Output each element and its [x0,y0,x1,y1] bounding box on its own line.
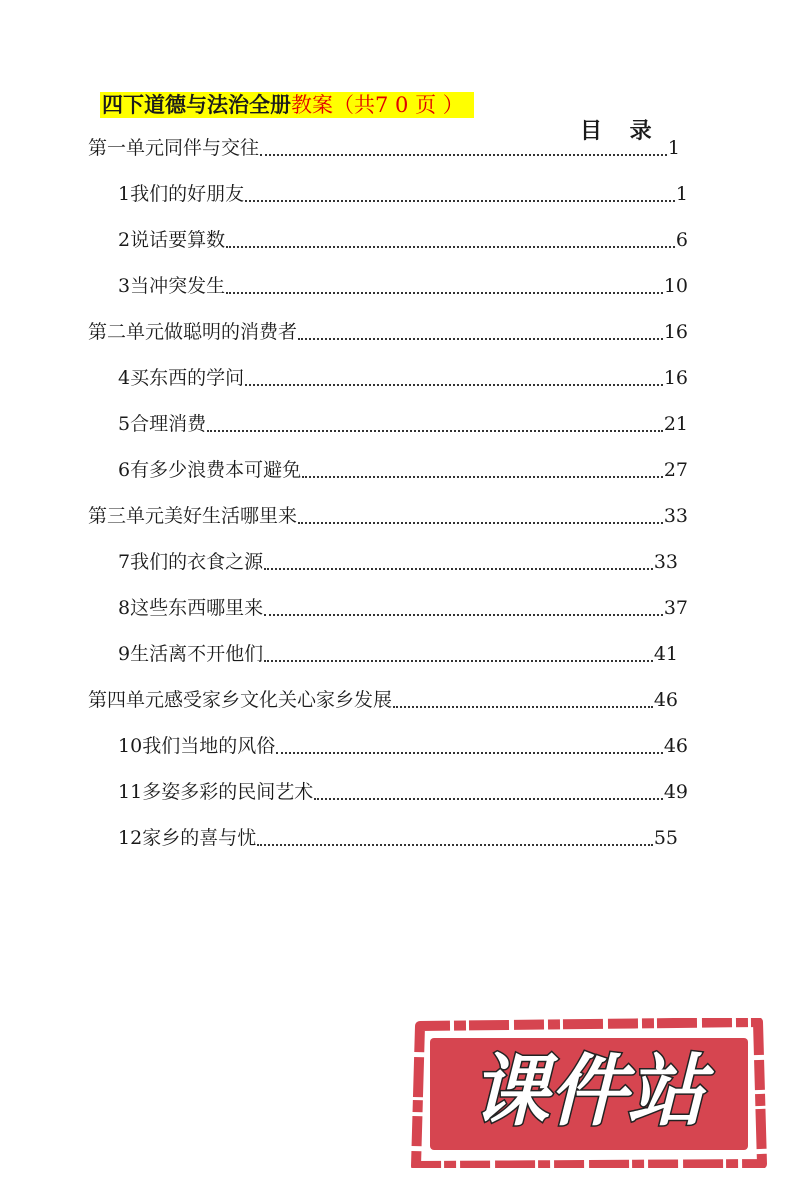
toc-entry-label [118,274,225,298]
toc-entry-text: 家乡的喜与忧 [142,827,257,849]
toc-entry-label [118,780,313,804]
toc-lesson-entry[interactable] [118,360,688,390]
toc-entry-text: 有多少浪费本可避免 [130,459,302,481]
toc-leader-dots [245,199,675,202]
toc-entry-label [118,642,263,666]
toc-entry-label [118,182,244,206]
toc-entry-number: 2 [118,229,131,251]
toc-heading: 目 录 [580,119,662,144]
toc-leader-dots [226,245,675,248]
toc-page-number: 55 [653,827,678,849]
toc-lesson-entry[interactable] [118,222,688,252]
toc-leader-dots [257,843,653,846]
toc-page-number: 21 [663,413,688,435]
toc-lesson-entry[interactable] [118,452,688,482]
toc-entry-number: 5 [118,413,131,435]
toc-unit-entry[interactable] [88,314,688,344]
toc-entry-text: 我们的好朋友 [130,183,245,205]
toc-lesson-entry[interactable] [118,820,678,850]
toc-entry-number: 8 [118,597,131,619]
toc-entry-number: 10 [118,735,143,757]
toc-entry-text: 这些东西哪里来 [130,597,264,619]
toc-entry-text: 第三单元美好生活哪里来 [88,505,298,527]
toc-leader-dots [260,153,667,156]
toc-entry-text: 当冲突发生 [130,275,226,297]
toc-page-number: 33 [653,551,678,573]
toc-page-number: 46 [663,735,688,757]
toc-page-number: 6 [675,229,688,251]
toc-page-number: 33 [663,505,688,527]
watermark-stamp [408,1018,768,1168]
toc-page-number: 27 [663,459,688,481]
toc-entry-label [88,688,392,712]
toc-entry-label [118,366,244,390]
toc-leader-dots [226,291,663,294]
toc-leader-dots [264,567,653,570]
toc-page-number: 16 [663,321,688,343]
toc-unit-entry[interactable] [88,682,678,712]
toc-entry-number: 12 [118,827,143,849]
toc-lesson-entry[interactable] [118,728,688,758]
toc-entry-text: 说话要算数 [130,229,226,251]
toc-entry-text: 我们的衣食之源 [130,551,264,573]
toc-entry-label [118,734,275,758]
toc-page-number: 41 [653,643,678,665]
toc-entry-number: 11 [118,781,143,803]
toc-leader-dots [245,383,663,386]
toc-unit-entry[interactable] [88,498,688,528]
toc-leader-dots [298,521,663,524]
toc-leader-dots [298,337,663,340]
toc-leader-dots [264,613,663,616]
stamp-text: 课件站 [470,1047,706,1137]
toc-entry-label [118,458,301,482]
toc-entry-number: 4 [118,367,131,389]
toc-leader-dots [276,751,663,754]
toc-page-number: 10 [663,275,688,297]
toc-lesson-entry[interactable] [118,774,688,804]
toc-entry-label [118,826,256,850]
toc-entry-label [118,596,263,620]
toc-page-number: 1 [675,183,688,205]
toc-entry-text: 买东西的学问 [130,367,245,389]
toc-lesson-entry[interactable] [118,406,688,436]
toc-lesson-entry[interactable] [118,590,688,620]
toc-leader-dots [207,429,663,432]
toc-entry-text: 第一单元同伴与交往 [88,137,260,159]
toc-entry-number: 9 [118,643,131,665]
title-main: 四下道德与法治全册 [102,92,291,117]
toc-leader-dots [302,475,663,478]
title-page-count: 教案（共7 0 页 ） [291,93,464,117]
document-title [100,92,474,118]
toc-entry-label [118,412,206,436]
toc-entry-text: 合理消费 [130,413,207,435]
toc-entry-label [88,320,297,344]
toc-page-number: 46 [653,689,678,711]
toc-lesson-entry[interactable] [118,544,678,574]
toc-lesson-entry[interactable] [118,268,688,298]
toc-page-number: 37 [663,597,688,619]
toc-entry-text: 多姿多彩的民间艺术 [142,781,314,803]
toc-entry-text: 生活离不开他们 [130,643,264,665]
toc-entry-label [88,136,259,160]
toc-entry-label [118,228,225,252]
toc-entry-number: 6 [118,459,131,481]
toc-unit-entry[interactable] [88,130,680,160]
toc-lesson-entry[interactable] [118,176,688,206]
toc-page-number: 49 [663,781,688,803]
toc-entry-text: 我们当地的风俗 [142,735,276,757]
toc-page-number: 16 [663,367,688,389]
toc-page-number: 1 [667,137,680,159]
toc-entry-text: 第二单元做聪明的消费者 [88,321,298,343]
toc-entry-label [88,504,297,528]
toc-entry-number: 7 [118,551,131,573]
toc-entry-label [118,550,263,574]
toc-leader-dots [264,659,653,662]
toc-entry-text: 第四单元感受家乡文化关心家乡发展 [88,689,393,711]
toc-entry-number: 1 [118,183,131,205]
toc-leader-dots [393,705,653,708]
toc-leader-dots [314,797,663,800]
toc-entry-number: 3 [118,275,131,297]
toc-lesson-entry[interactable] [118,636,678,666]
